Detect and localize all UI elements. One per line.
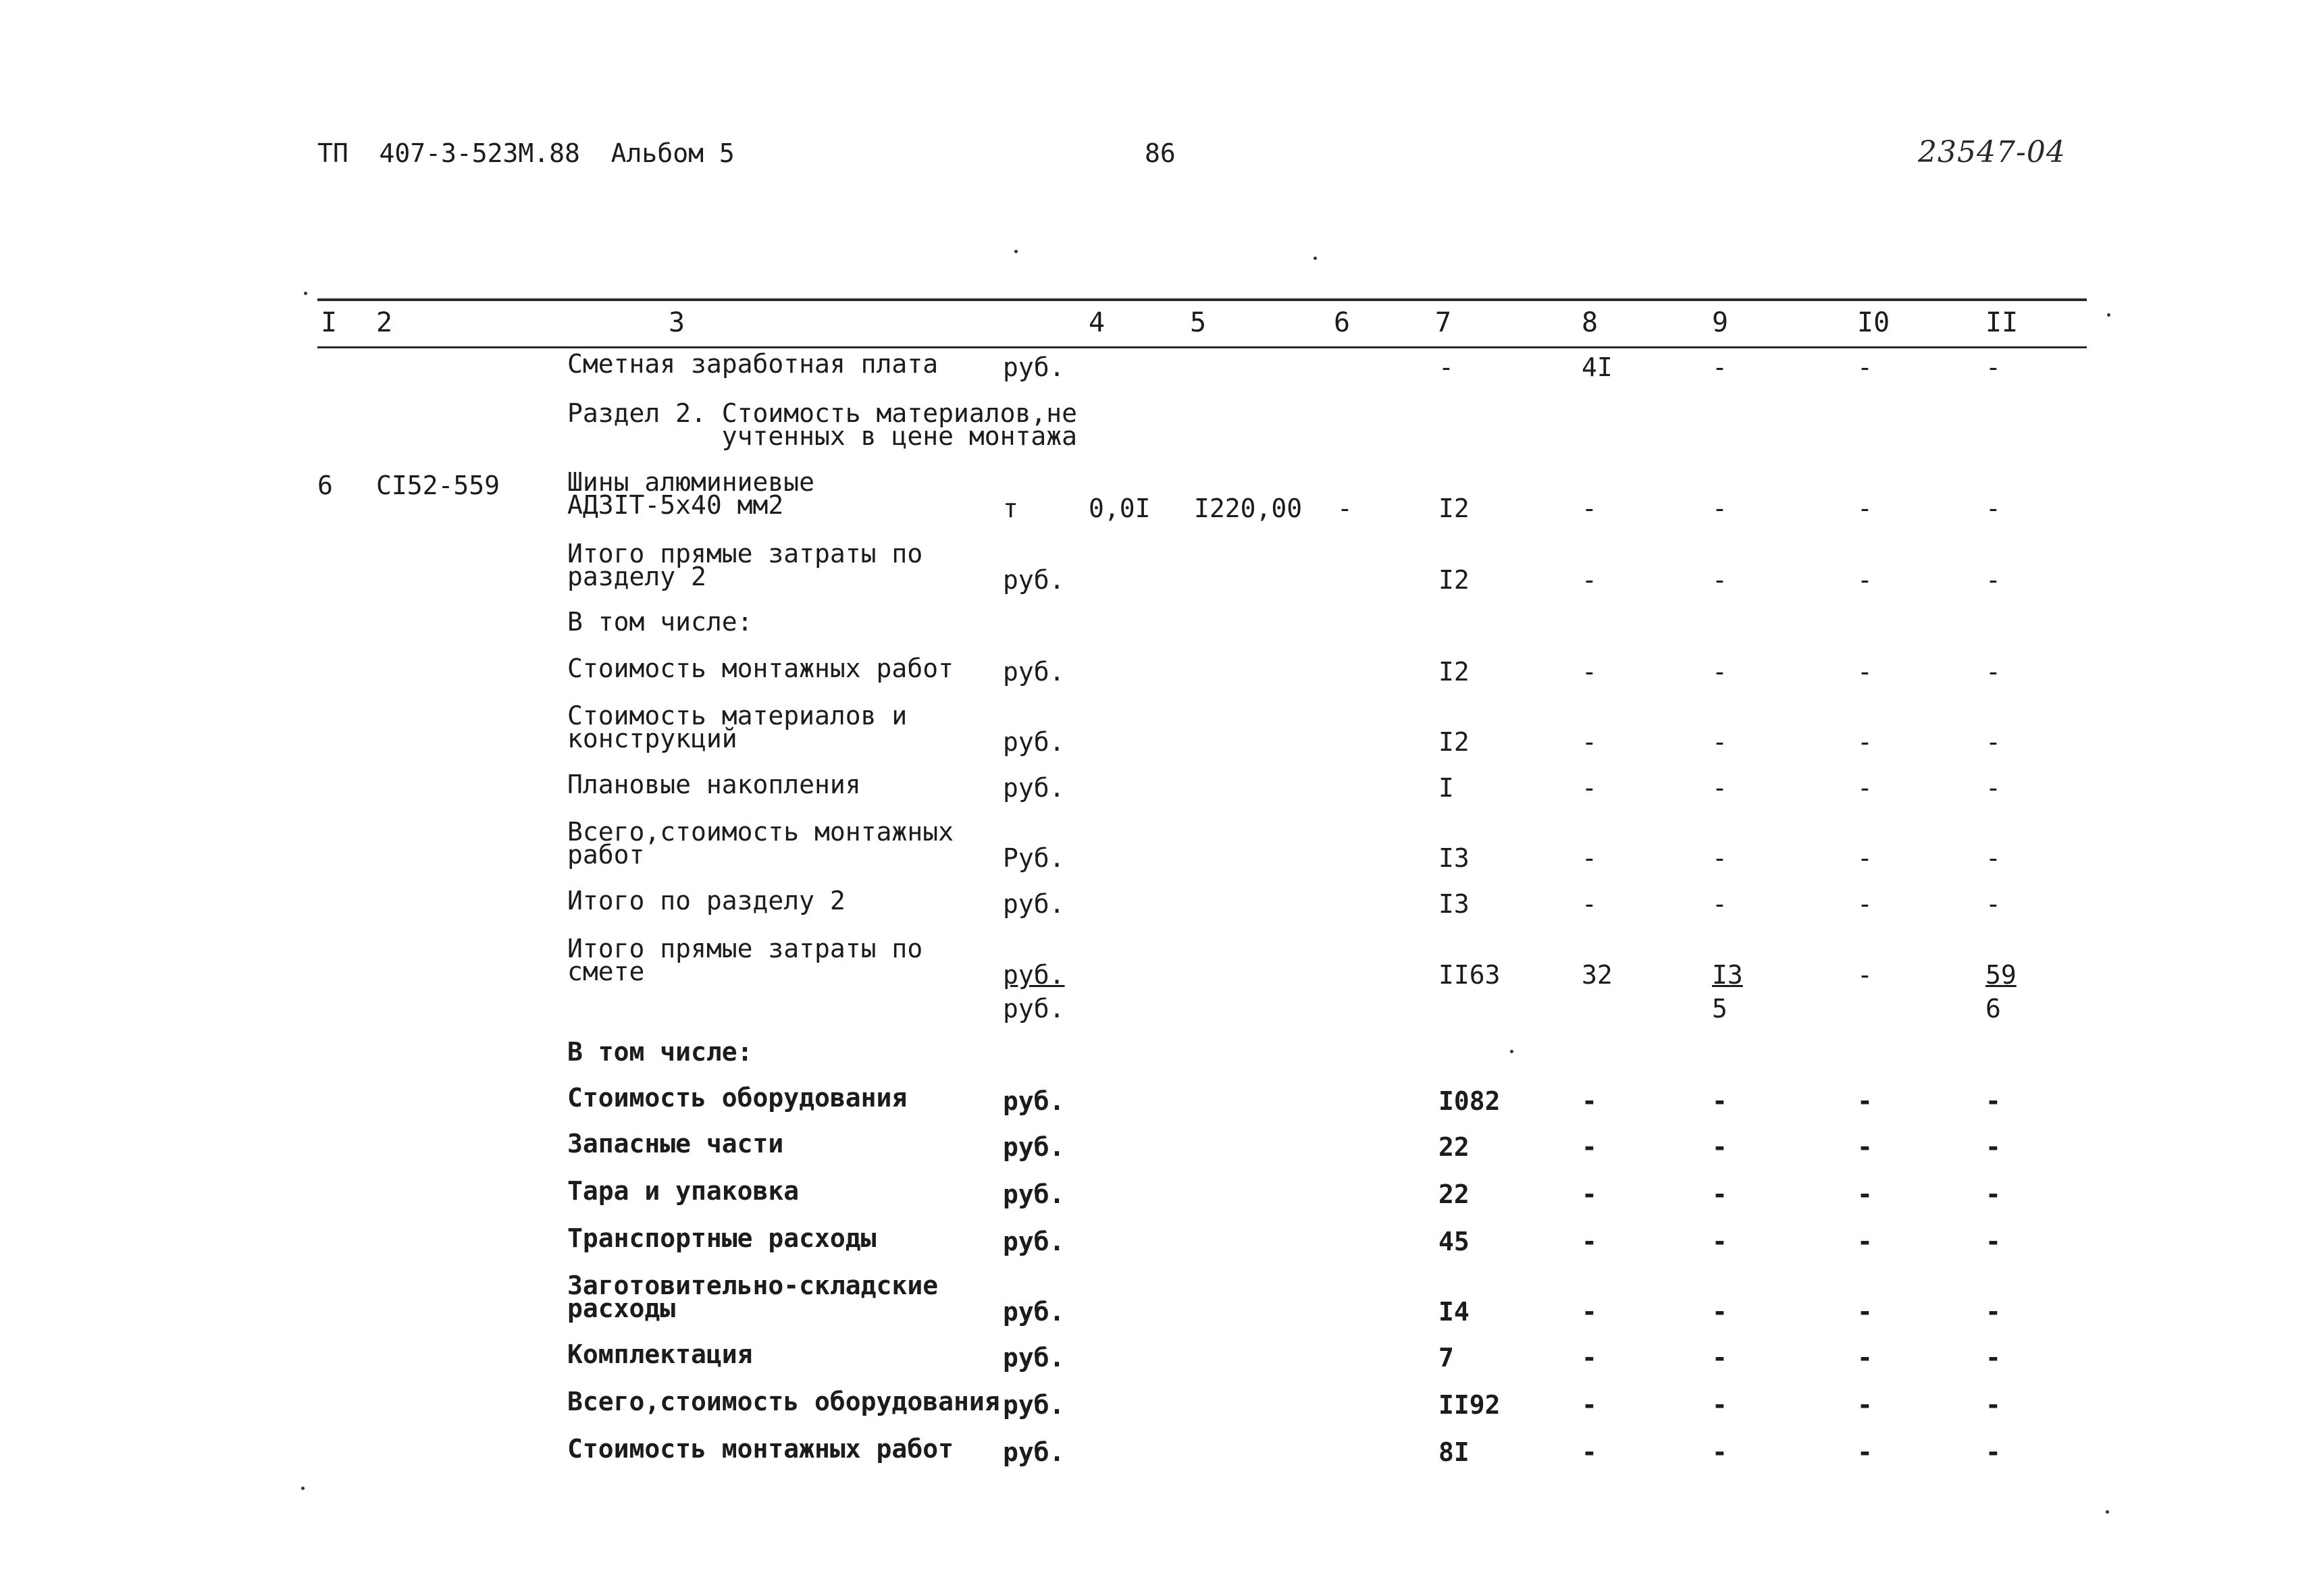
cell-col11: -: [1985, 565, 2001, 595]
row-unit: руб.: [1003, 1227, 1065, 1256]
cell-col11: -: [1985, 1179, 2001, 1209]
cell-col9: -: [1712, 1086, 1727, 1116]
cell-col8: -: [1582, 843, 1597, 873]
cell-col8: -: [1582, 1390, 1597, 1420]
row-description: Заготовительно-складские расходы: [567, 1271, 939, 1323]
cell-col10: -: [1857, 1179, 1873, 1209]
cell-col11: -: [1985, 773, 2001, 803]
row-description: Стоимость оборудования: [567, 1083, 908, 1113]
cell-col10: -: [1857, 1343, 1873, 1373]
cell-col10: -: [1857, 1437, 1873, 1467]
row-unit: руб.: [1003, 1437, 1065, 1467]
cell-col9: -: [1712, 1132, 1727, 1162]
row-unit: руб.: [1003, 1390, 1065, 1420]
row-description: Запасные части: [567, 1129, 784, 1159]
column-number-6: 6: [1334, 307, 1351, 338]
cell-col8: -: [1582, 1179, 1597, 1209]
scan-speck: [2106, 1510, 2109, 1514]
cell-col10: -: [1857, 352, 1873, 382]
row-unit: руб.: [1003, 994, 1065, 1023]
cell-col9: 5: [1712, 994, 1727, 1023]
cell-col8: -: [1582, 1437, 1597, 1467]
page-number: 86: [1145, 138, 1176, 168]
cell-col11: -: [1985, 657, 2001, 687]
row-unit: Руб.: [1003, 843, 1065, 873]
cell-col9: -: [1712, 1343, 1727, 1373]
cell-col7: I3: [1438, 889, 1470, 919]
cell-col8: 4I: [1582, 352, 1613, 382]
cell-col11: 6: [1985, 994, 2001, 1023]
row-description: Транспортные расходы: [567, 1223, 877, 1253]
cell-col9: -: [1712, 657, 1727, 687]
row-unit: руб.: [1003, 773, 1065, 803]
cell-col11: -: [1985, 1132, 2001, 1162]
cell-col10: -: [1857, 1132, 1873, 1162]
cell-col8: -: [1582, 727, 1597, 757]
cell-col9: -: [1712, 352, 1727, 382]
cell-col10: -: [1857, 960, 1873, 990]
row-unit: руб.: [1003, 352, 1065, 382]
row-unit: руб.: [1003, 1086, 1065, 1116]
cell-col9: -: [1712, 727, 1727, 757]
cell-col9: -: [1712, 889, 1727, 919]
cell-col7: I: [1438, 773, 1454, 803]
row-unit: руб.: [1003, 1297, 1065, 1327]
column-number-8: 8: [1582, 307, 1599, 338]
column-number-11: II: [1985, 307, 2019, 338]
row-description: Итого прямые затраты по смете: [567, 934, 923, 986]
cell-col7: II63: [1438, 960, 1501, 990]
cell-col8: -: [1582, 1343, 1597, 1373]
table-header-rule: [317, 346, 2087, 348]
column-number-3: 3: [669, 307, 685, 338]
row-description: Шины алюминиевые АДЗIТ-5х40 мм2: [567, 467, 815, 520]
row-unit: руб.: [1003, 960, 1065, 990]
cell-col11: -: [1985, 727, 2001, 757]
row-description: В том числе:: [567, 607, 753, 637]
scan-speck: [304, 292, 307, 295]
cell-col7: I3: [1438, 843, 1470, 873]
cell-col7: I4: [1438, 1297, 1470, 1327]
document-reference: ТП 407-3-523М.88 Альбом 5: [317, 138, 735, 168]
scan-speck: [2107, 313, 2110, 317]
cell-col11: -: [1985, 1343, 2001, 1373]
column-number-7: 7: [1435, 307, 1452, 338]
row-description: Итого по разделу 2: [567, 886, 846, 915]
row-description: Комплектация: [567, 1339, 753, 1369]
column-number-10: I0: [1857, 307, 1890, 338]
row-description: Стоимость материалов и конструкций: [567, 701, 908, 753]
row-description: В том числе:: [567, 1037, 753, 1067]
cell-col11: -: [1985, 889, 2001, 919]
scan-speck: [1510, 1050, 1513, 1053]
row-description: Всего,стоимость монтажных работ: [567, 817, 954, 870]
cell-col9: -: [1712, 1390, 1727, 1420]
cell-col7: I2: [1438, 565, 1470, 595]
section-title: Раздел 2. Стоимость материалов,не учтенных в цене монтажа: [567, 398, 1077, 451]
row-unit: руб.: [1003, 657, 1065, 687]
cell-col7: 22: [1438, 1132, 1470, 1162]
row-description: Стоимость монтажных работ: [567, 654, 954, 683]
cell-col8: -: [1582, 657, 1597, 687]
item-number: 6: [317, 471, 333, 500]
cell-col8: 32: [1582, 960, 1613, 990]
archive-stamp: 23547-04: [1918, 135, 2066, 169]
cell-col11: -: [1985, 1390, 2001, 1420]
cell-col7: -: [1438, 352, 1454, 382]
cell-col10: -: [1857, 843, 1873, 873]
column-number-2: 2: [376, 307, 393, 338]
cell-col5: I220,00: [1194, 494, 1303, 523]
cell-col10: -: [1857, 1390, 1873, 1420]
cell-col7: I2: [1438, 494, 1470, 523]
row-unit: руб.: [1003, 565, 1065, 595]
cell-col7: 7: [1438, 1343, 1454, 1373]
cell-col9: -: [1712, 773, 1727, 803]
row-unit: руб.: [1003, 727, 1065, 757]
cell-col7: 8I: [1438, 1437, 1470, 1467]
cell-col8: -: [1582, 773, 1597, 803]
cell-col10: -: [1857, 565, 1873, 595]
cell-col11: -: [1985, 1086, 2001, 1116]
table-top-rule: [317, 298, 2087, 301]
row-description: Плановые накопления: [567, 770, 861, 799]
cell-col8: -: [1582, 1132, 1597, 1162]
cell-col11: -: [1985, 1227, 2001, 1256]
cell-col9: -: [1712, 1227, 1727, 1256]
cell-col8: -: [1582, 1086, 1597, 1116]
row-unit: т: [1003, 494, 1018, 523]
cell-col11: 59: [1985, 960, 2017, 990]
cell-col7: I2: [1438, 727, 1470, 757]
cell-col4: 0,0I: [1089, 494, 1151, 523]
cell-col11: -: [1985, 352, 2001, 382]
cell-col10: -: [1857, 494, 1873, 523]
cell-col10: -: [1857, 657, 1873, 687]
row-description: Итого прямые затраты по разделу 2: [567, 539, 923, 591]
scan-speck: [301, 1487, 305, 1490]
row-description: Всего,стоимость оборудования: [567, 1387, 1000, 1416]
cell-col9: I3: [1712, 960, 1743, 990]
cell-col7: I2: [1438, 657, 1470, 687]
row-description: Стоимость монтажных работ: [567, 1434, 954, 1464]
cell-col7: 22: [1438, 1179, 1470, 1209]
column-number-1: I: [321, 307, 338, 338]
cell-col10: -: [1857, 1227, 1873, 1256]
row-description: Тара и упаковка: [567, 1176, 800, 1206]
column-number-5: 5: [1190, 307, 1207, 338]
cell-col7: 45: [1438, 1227, 1470, 1256]
cell-col8: -: [1582, 1297, 1597, 1327]
column-number-9: 9: [1712, 307, 1729, 338]
cell-col9: -: [1712, 1437, 1727, 1467]
cell-col9: -: [1712, 565, 1727, 595]
cell-col9: -: [1712, 843, 1727, 873]
row-description: Сметная заработная плата: [567, 349, 939, 379]
cell-col10: -: [1857, 1297, 1873, 1327]
cell-col10: -: [1857, 1086, 1873, 1116]
cell-col10: -: [1857, 727, 1873, 757]
row-unit: руб.: [1003, 1132, 1065, 1162]
cell-col11: -: [1985, 1437, 2001, 1467]
column-number-4: 4: [1089, 307, 1106, 338]
cell-col11: -: [1985, 843, 2001, 873]
cell-col8: -: [1582, 1227, 1597, 1256]
cell-col11: -: [1985, 494, 2001, 523]
row-unit: руб.: [1003, 889, 1065, 919]
row-unit: руб.: [1003, 1343, 1065, 1373]
price-code: СI52-559: [376, 471, 500, 500]
cell-col9: -: [1712, 1297, 1727, 1327]
scan-speck: [1014, 250, 1018, 253]
cell-col10: -: [1857, 773, 1873, 803]
cell-col7: II92: [1438, 1390, 1501, 1420]
cell-col8: -: [1582, 494, 1597, 523]
cell-col8: -: [1582, 889, 1597, 919]
cell-col10: -: [1857, 889, 1873, 919]
cell-col8: -: [1582, 565, 1597, 595]
scan-speck: [1314, 257, 1317, 260]
row-unit: руб.: [1003, 1179, 1065, 1209]
cell-col7: I082: [1438, 1086, 1501, 1116]
cell-col11: -: [1985, 1297, 2001, 1327]
cell-col9: -: [1712, 494, 1727, 523]
cell-col6: -: [1337, 494, 1353, 523]
cell-col9: -: [1712, 1179, 1727, 1209]
